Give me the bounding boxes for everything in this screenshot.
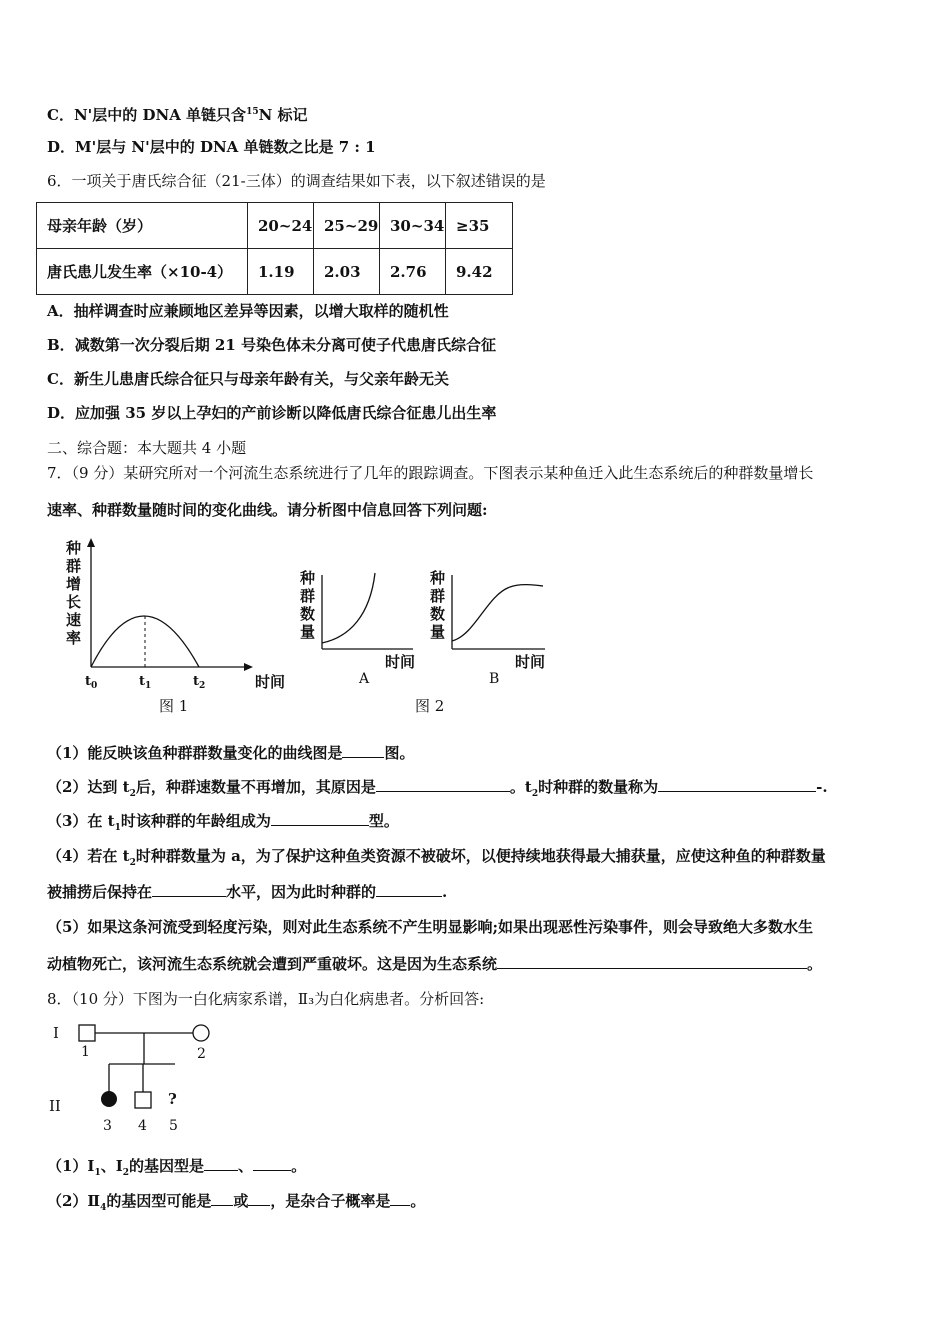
fig2a-j-curve	[322, 573, 375, 643]
q6-option-b	[47, 335, 496, 355]
q6-table	[36, 202, 513, 295]
question-text: 时种群数量为 a，为了保护这种鱼类资源不被破坏，以便持续地获得最大捕获量，应使这种鱼的种群数量	[135, 847, 826, 865]
q7-sub2	[47, 777, 828, 804]
option-text: M'层与 N'层中的 DNA 单链数之比是 7 : 1	[75, 138, 376, 156]
generation-label-2: II	[49, 1097, 61, 1115]
question-text: 、	[238, 1157, 254, 1175]
question-text: （1）Ⅰ	[47, 1157, 95, 1175]
answer-blank[interactable]	[271, 811, 369, 826]
subscript: 1	[114, 823, 121, 833]
option-text: N'层中的 DNA 单链只含	[73, 106, 247, 124]
table-cell: 20~24	[248, 203, 314, 249]
question-text: 。	[291, 1157, 307, 1175]
option-text: 减数第一次分裂后期 21 号染色体未分离可使子代患唐氏综合征	[74, 336, 497, 354]
table-cell: 母亲年龄（岁）	[37, 203, 248, 249]
fig1-tick-t0: $t_0$	[85, 674, 98, 691]
q6-stem: 6．一项关于唐氏综合征（21-三体）的调查结果如下表，以下叙述错误的是	[47, 172, 546, 190]
question-text: （2）达到 t	[47, 778, 130, 796]
table-cell: 唐氏患儿发生率（×10-4）	[37, 249, 248, 295]
fig1-ylabel-char: 种	[66, 539, 82, 557]
option-text: 新生儿患唐氏综合征只与母亲年龄有关，与父亲年龄无关	[73, 370, 449, 388]
subscript: 2	[129, 858, 136, 868]
option-c-prev	[47, 102, 308, 125]
question-text: -.	[816, 778, 828, 796]
q7-sub1	[47, 743, 414, 763]
q7-sub4-line1	[47, 846, 826, 873]
question-text: 后，种群速数量不再增加，其原因是	[135, 778, 376, 796]
table-row	[37, 203, 513, 249]
subscript: 2	[129, 789, 136, 799]
fig2b-ylabel-char: 种	[430, 569, 446, 587]
question-text: 。	[410, 1192, 426, 1210]
fig1-y-arrow	[87, 538, 95, 547]
individual-number: 3	[103, 1118, 112, 1134]
fig2b-s-curve	[452, 585, 543, 641]
fig2a-ylabel-char: 群	[300, 587, 316, 605]
q7-sub5-line1: （5）如果这条河流受到轻度污染，则对此生态系统不产生明显影响;如果出现恶性污染事件，则会导致绝大多数水生	[47, 918, 813, 936]
answer-blank[interactable]	[152, 882, 226, 897]
answer-blank[interactable]	[390, 1191, 410, 1206]
fig1-ylabel-char: 群	[66, 557, 82, 575]
question-text: 图。	[384, 744, 415, 762]
q6-option-a	[47, 301, 449, 321]
q7-stem-line2: 速率、种群数量随时间的变化曲线。请分析图中信息回答下列问题:	[47, 501, 488, 519]
q7-stem-line1: 7．（9 分）某研究所对一个河流生态系统进行了几年的跟踪调查。下图表示某种鱼迁入此生态系统后的种群数量增长	[47, 464, 814, 482]
question-text: 时种群的数量称为	[538, 778, 659, 796]
fig1-tick-t1: $t_1$	[139, 674, 152, 691]
figure-1	[55, 535, 305, 720]
table-cell: 1.19	[248, 249, 314, 295]
fig1-ylabel-char: 速	[66, 611, 82, 629]
question-text: ，是杂合子概率是	[270, 1192, 391, 1210]
fig1-caption: 图 1	[159, 697, 189, 715]
table-cell: 2.03	[314, 249, 380, 295]
generation-label-1: I	[53, 1024, 59, 1042]
q7-sub4-line2	[47, 882, 447, 902]
question-text: 、Ⅰ	[100, 1157, 123, 1175]
fig2b-ylabel-char: 量	[430, 623, 446, 641]
option-label: D．	[47, 404, 76, 422]
option-label: A．	[47, 302, 74, 320]
answer-blank[interactable]	[248, 1191, 270, 1206]
fig1-tick-t2: $t_2$	[193, 674, 206, 691]
answer-blank[interactable]	[497, 954, 807, 969]
q8-sub1	[47, 1156, 306, 1183]
question-text: （4）若在 t	[47, 847, 130, 865]
unknown-individual-5: ?	[168, 1090, 177, 1108]
subscript: 2	[531, 789, 539, 799]
answer-blank[interactable]	[658, 777, 816, 792]
individual-number: 4	[138, 1118, 147, 1134]
individual-number: 1	[81, 1044, 90, 1060]
question-text: 。t	[509, 778, 532, 796]
q8-sub2	[47, 1191, 425, 1218]
pedigree-chart	[45, 1018, 225, 1138]
question-text: 。	[807, 955, 823, 973]
superscript: 15	[246, 107, 259, 117]
q7-sub3	[47, 811, 399, 838]
option-label: B．	[47, 336, 75, 354]
option-label: C．	[47, 106, 74, 124]
table-cell: 25~29	[314, 203, 380, 249]
fig2b-ylabel-char: 数	[430, 605, 446, 623]
individual-number: 5	[169, 1118, 178, 1134]
fig2a-label: A	[359, 671, 370, 687]
question-text: （1）能反映该鱼种群群数量变化的曲线图是	[47, 744, 343, 762]
question-text: 时该种群的年龄组成为	[120, 812, 271, 830]
answer-blank[interactable]	[204, 1156, 238, 1171]
individual-number: 2	[197, 1046, 206, 1062]
fig1-ylabel-char: 长	[66, 593, 82, 611]
fig2b-label: B	[489, 671, 500, 687]
q7-sub5-line2	[47, 954, 822, 974]
fig2a-ylabel-char: 数	[300, 605, 316, 623]
table-cell: 9.42	[446, 249, 513, 295]
question-text: （3）在 t	[47, 812, 115, 830]
answer-blank[interactable]	[211, 1191, 233, 1206]
table-row	[37, 249, 513, 295]
answer-blank[interactable]	[376, 882, 442, 897]
fig1-xlabel: 时间	[255, 673, 286, 691]
fig2b-ylabel-char: 群	[430, 587, 446, 605]
question-text: 型。	[368, 812, 399, 830]
subscript: 1	[94, 1168, 101, 1178]
fig2-caption: 图 2	[415, 697, 445, 715]
answer-blank[interactable]	[376, 777, 510, 792]
female-affected-3	[101, 1091, 117, 1107]
female-unaffected-2	[193, 1025, 209, 1041]
q6-option-c	[47, 369, 449, 389]
fig1-x-arrow	[244, 663, 253, 671]
question-text: 水平，因为此时种群的	[226, 883, 377, 901]
subscript: 4	[100, 1203, 107, 1213]
option-label: D．	[47, 138, 76, 156]
option-d-prev	[47, 137, 376, 157]
question-text: 动植物死亡，该河流生态系统就会遭到严重破坏。这是因为生态系统	[47, 955, 498, 973]
option-text: 抽样调查时应兼顾地区差异等因素，以增大取样的随机性	[73, 302, 449, 320]
table-cell: 30~34	[380, 203, 446, 249]
figure-2	[295, 565, 555, 720]
section-heading: 二、综合题：本大题共 4 小题	[47, 439, 247, 457]
fig2b-xlabel: 时间	[515, 653, 546, 671]
table-cell: ≥35	[446, 203, 513, 249]
option-text: 应加强 35 岁以上孕妇的产前诊断以降低唐氏综合征患儿出生率	[75, 404, 497, 422]
answer-blank[interactable]	[342, 743, 384, 758]
option-text: N 标记	[258, 106, 308, 124]
fig2a-xlabel: 时间	[385, 653, 416, 671]
q8-stem: 8．（10 分）下图为一白化病家系谱，Ⅱ₃为白化病患者。分析回答:	[47, 990, 485, 1008]
question-text: 或	[233, 1192, 249, 1210]
fig2a-ylabel-char: 量	[300, 623, 316, 641]
fig2a-ylabel-char: 种	[300, 569, 316, 587]
question-text: 的基因型是	[129, 1157, 205, 1175]
question-text: 被捕捞后保持在	[47, 883, 153, 901]
male-unaffected-1	[79, 1025, 95, 1041]
q6-option-d	[47, 403, 496, 423]
table-cell: 2.76	[380, 249, 446, 295]
question-text: 的基因型可能是	[106, 1192, 212, 1210]
subscript: 2	[122, 1168, 130, 1178]
question-text: （2）Ⅱ	[47, 1192, 101, 1210]
male-unaffected-4	[135, 1092, 151, 1108]
option-label: C．	[47, 370, 74, 388]
answer-blank[interactable]	[253, 1156, 291, 1171]
fig1-ylabel-char: 率	[66, 629, 82, 647]
question-text: .	[442, 883, 448, 901]
fig1-ylabel-char: 增	[66, 575, 82, 593]
